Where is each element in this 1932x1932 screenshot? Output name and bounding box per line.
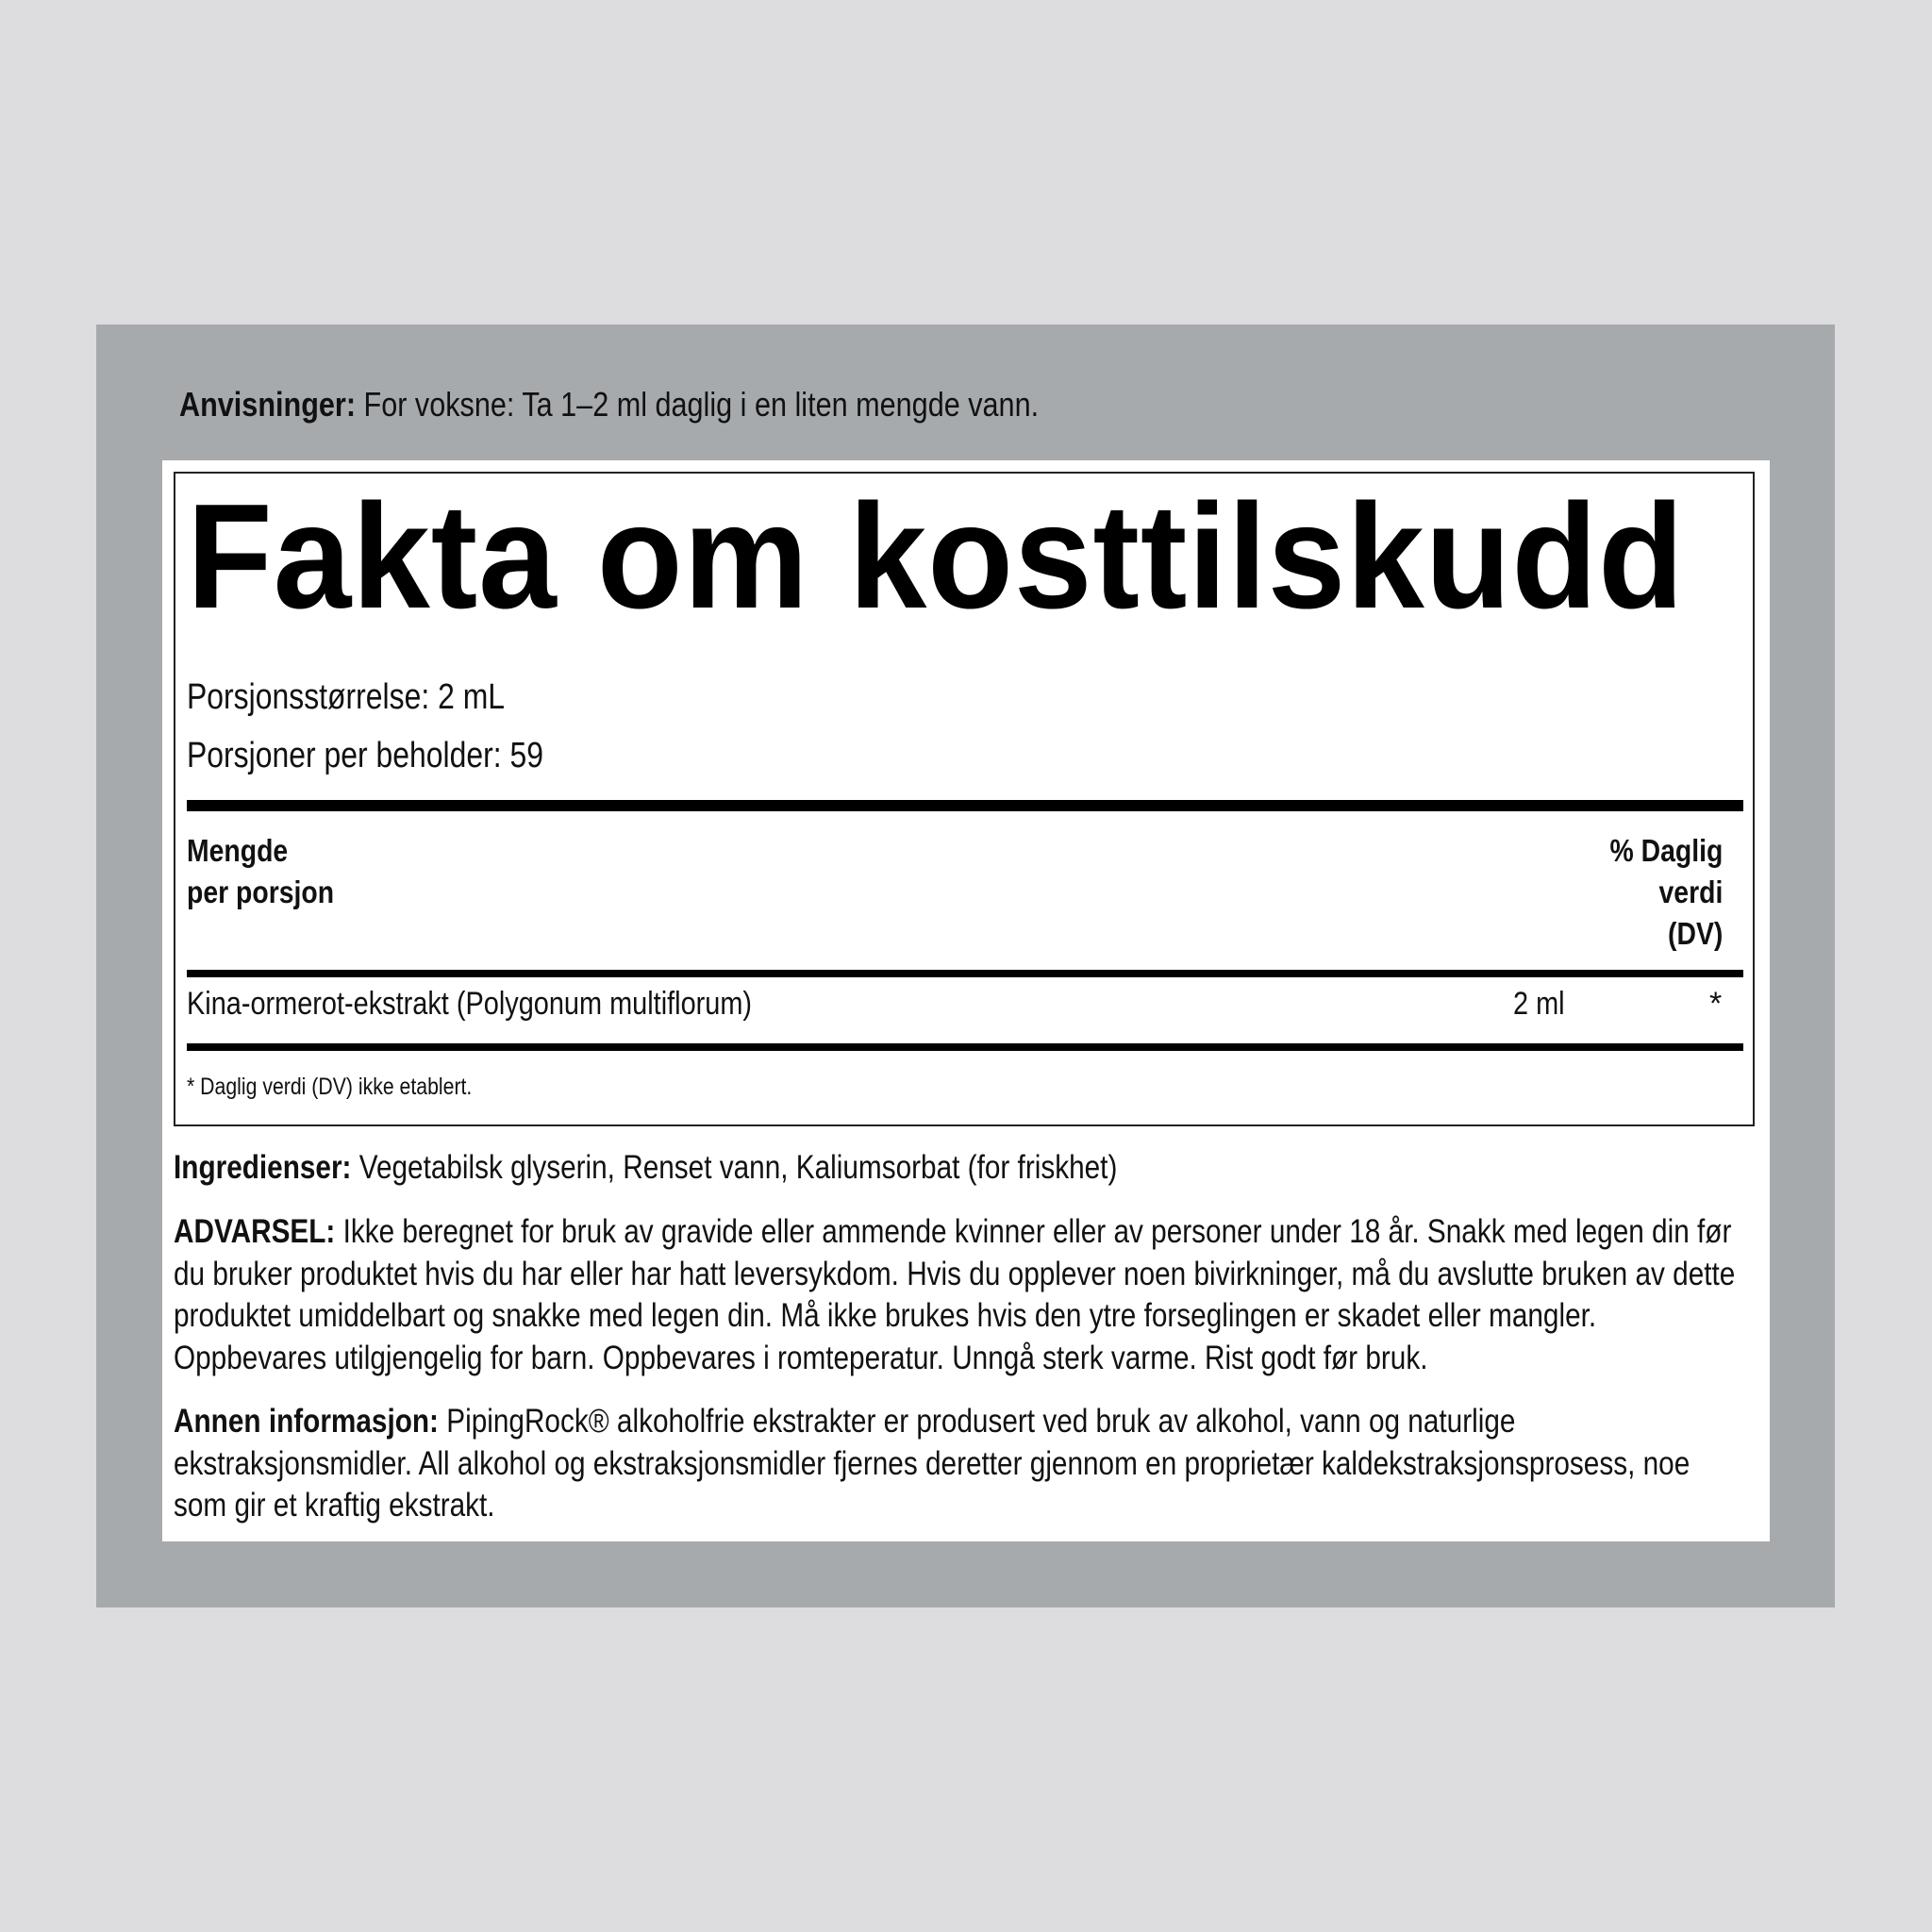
serving-size: Porsjonsstørrelse: 2 mL xyxy=(187,677,506,717)
amount-header-line: Mengde xyxy=(187,833,289,868)
dv-header-line: verdi xyxy=(1658,874,1723,909)
amount-header-line: per porsjon xyxy=(187,874,335,909)
dv-header-line: % Daglig xyxy=(1609,833,1723,868)
footnote: * Daglig verdi (DV) ikke etablert. xyxy=(187,1074,473,1100)
amount-per-serving-header xyxy=(187,830,334,913)
thick-divider xyxy=(187,800,1743,811)
medium-divider xyxy=(187,1043,1743,1051)
servings-per-container: Porsjoner per beholder: 59 xyxy=(187,736,543,775)
directions xyxy=(179,385,1039,425)
ingredient-name: Kina-ormerot-ekstrakt (Polygonum multiflorum) xyxy=(187,986,753,1022)
ingredient-amount: 2 ml xyxy=(1513,986,1565,1022)
other-info-text: PipingRock® alkoholfrie ekstrakter er produsert ved bruk av alkohol, vann og naturlige ekstraksjonsmidler. All alkohol og ekstraksjonsmidler fjernes deretter gjennom en proprietær kaldekstraksjonsprosess, noe som gir et kraftig ekstrakt. xyxy=(174,1403,1690,1524)
daily-value-header xyxy=(1609,830,1723,955)
directions-text: For voksne: Ta 1–2 ml daglig i en liten mengde vann. xyxy=(356,385,1040,424)
other-info-label: Annen informasjon: xyxy=(174,1403,439,1440)
medium-divider xyxy=(187,970,1743,977)
warning-label: ADVARSEL: xyxy=(174,1213,336,1250)
dv-header-line: (DV) xyxy=(1667,916,1723,951)
ingredients xyxy=(174,1147,1745,1190)
ingredient-daily-value: * xyxy=(1709,986,1723,1022)
warning-text: Ikke beregnet for bruk av gravide eller ammende kvinner eller av personer under 18 år. Snakk med legen din før du bruker produktet hvis du har eller har hatt leversykdom. Hvis du opplever noen bivirkninger, må du avslutte bruken av dette produktet umiddelbart og snakke med legen din. Må ikke brukes hvis den ytre forseglingen er skadet eller mangler. Oppbevares utilgjengelig for barn. Oppbevares i romteperatur. Unngå sterk varme. Rist godt før bruk. xyxy=(174,1213,1736,1376)
other-information xyxy=(174,1401,1745,1527)
ingredients-text: Vegetabilsk glyserin, Renset vann, Kaliumsorbat (for friskhet) xyxy=(351,1149,1118,1186)
warning xyxy=(174,1211,1745,1379)
ingredients-label: Ingredienser: xyxy=(174,1149,352,1186)
supplement-facts-title: Fakta om kosttilskudd xyxy=(187,474,1685,640)
directions-label: Anvisninger: xyxy=(179,385,357,424)
